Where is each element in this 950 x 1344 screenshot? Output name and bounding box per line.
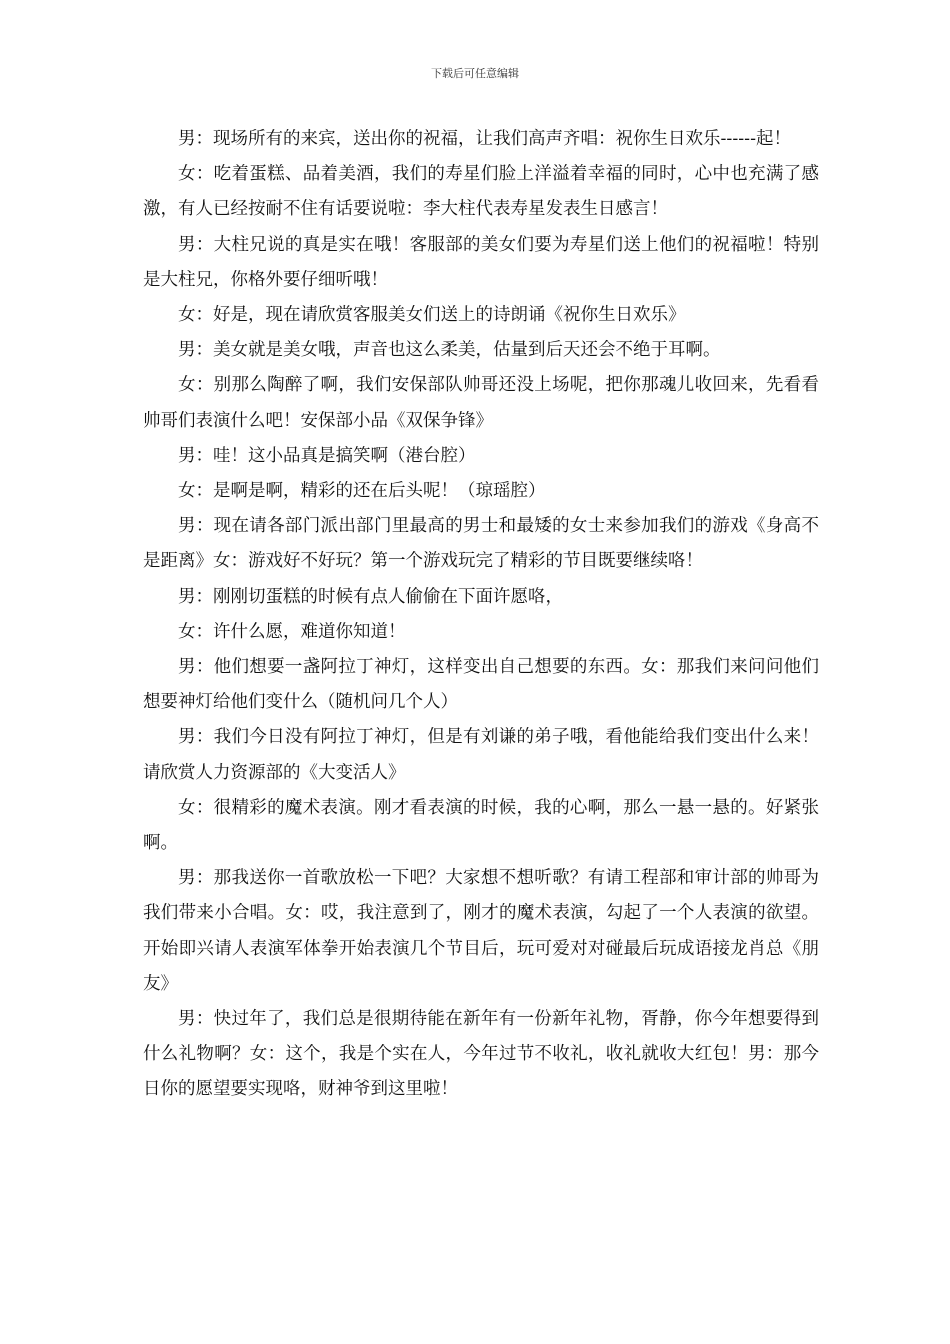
paragraph: 男：哇！这小品真是搞笑啊（港台腔） [178, 445, 476, 466]
header-note: 下载后可任意编辑 [431, 67, 519, 80]
paragraph: 男：我们今日没有阿拉丁神灯，但是有刘谦的弟子哦，看他能给我们变出什么来！请欣赏人力资源部的《大变活人》 [143, 727, 819, 783]
paragraph: 女：好是，现在请欣赏客服美女们送上的诗朗诵《祝你生日欢乐》 [178, 305, 686, 326]
paragraph: 女：许什么愿，难道你知道！ [178, 621, 406, 642]
paragraph: 男：刚刚切蛋糕的时候有点人偷偷在下面许愿咯， [178, 586, 563, 607]
document-body [143, 122, 819, 1108]
paragraph: 男：那我送你一首歌放松一下吧？大家想不想听歌？有请工程部和审计部的帅哥为我们带来小合唱。女：哎，我注意到了，刚才的魔术表演，勾起了一个人表演的欲望。开始即兴请人表演军体拳开始表演几个节目后，玩可爱对对碰最后玩成语接龙肖总《朋友》 [143, 868, 819, 994]
paragraph: 男：快过年了，我们总是很期待能在新年有一份新年礼物，胥静，你今年想要得到什么礼物啊？女：这个，我是个实在人，今年过节不收礼，收礼就收大红包！男：那今日你的愿望要实现咯，财神爷到这里啦！ [143, 1009, 819, 1100]
paragraph: 女：很精彩的魔术表演。刚才看表演的时候，我的心啊，那么一悬一悬的。好紧张啊。 [143, 797, 819, 854]
paragraph: 男：美女就是美女哦，声音也这么柔美，估量到后天还会不绝于耳啊。 [178, 340, 721, 361]
paragraph: 女：是啊是啊，精彩的还在后头呢！（琼瑶腔） [178, 481, 546, 502]
paragraph: 女：吃着蛋糕、品着美酒，我们的寿星们脸上洋溢着幸福的同时，心中也充满了感激，有人已经按耐不住有话要说啦：李大柱代表寿星发表生日感言！ [143, 164, 819, 220]
paragraph: 女：别那么陶醉了啊，我们安保部队帅哥还没上场呢，把你那魂儿收回来，先看看帅哥们表演什么吧！安保部小品《双保争锋》 [143, 375, 819, 431]
paragraph: 男：他们想要一盏阿拉丁神灯，这样变出自己想要的东西。女：那我们来问问他们想要神灯给他们变什么（随机问几个人） [143, 657, 819, 713]
paragraph: 男：现场所有的来宾，送出你的祝福，让我们高声齐唱：祝你生日欢乐------起！ [178, 129, 791, 149]
paragraph: 男：现在请各部门派出部门里最高的男士和最矮的女士来参加我们的游戏《身高不是距离》女：游戏好不好玩？第一个游戏玩完了精彩的节目既要继续咯！ [143, 516, 819, 572]
paragraph: 男：大柱兄说的真是实在哦！客服部的美女们要为寿星们送上他们的祝福啦！特别是大柱兄，你格外要仔细听哦！ [143, 234, 819, 290]
